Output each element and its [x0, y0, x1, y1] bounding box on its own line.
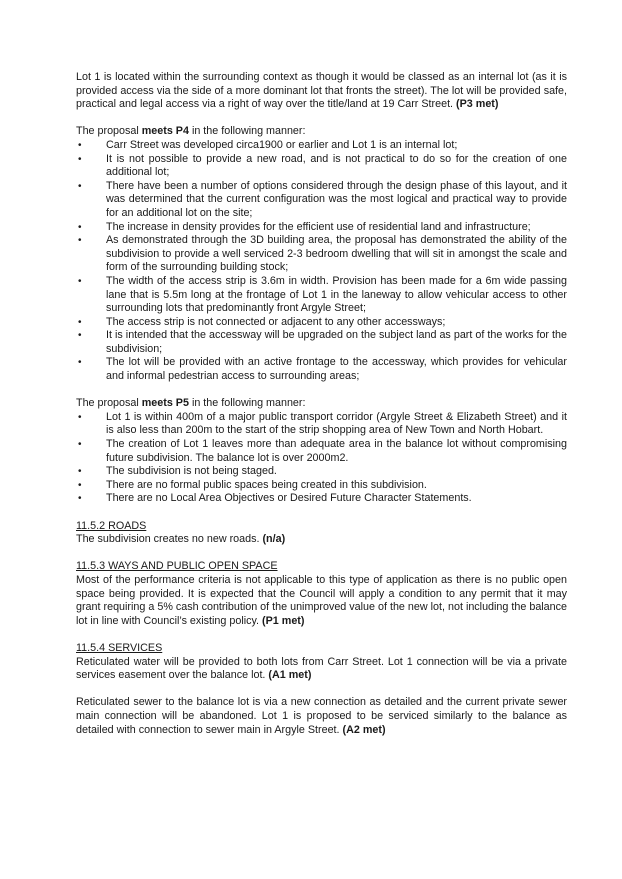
p5-intro: The proposal meets P5 in the following manner: — [76, 397, 306, 410]
bullet-icon: • — [78, 439, 82, 451]
bullet-icon: • — [78, 411, 82, 423]
list-item — [76, 180, 567, 221]
result-p3: (P3 met) — [456, 98, 499, 111]
bullet-icon: • — [78, 316, 82, 328]
list-item-text: The creation of Lot 1 leaves more than adequate area in the balance lot without compromising future subdivision. The balance lot is over 2000m2. — [106, 438, 567, 464]
p5-bullet-list — [76, 411, 567, 506]
bullet-icon: • — [78, 180, 82, 192]
sewer-paragraph: Reticulated sewer to the balance lot is via a new connection as detailed and the current private sewer main connection will be abandoned. Lot 1 is proposed to be serviced similarly to the balance as detailed with connection to sewer main in Argyle Street. (A2 met) — [76, 696, 567, 736]
list-item — [76, 438, 567, 465]
list-item-text: There are no Local Area Objectives or Desired Future Character Statements. — [106, 492, 472, 505]
list-item-text: It is intended that the accessway will be upgraded on the subject land as part of the works for the subdivision; — [106, 329, 567, 355]
bullet-icon: • — [78, 139, 82, 151]
bullet-icon: • — [78, 221, 82, 233]
list-item-text: The width of the access strip is 3.6m in width. Provision has been made for a 6m wide passing lane that is 5.5m long at the frontage of Lot 1 in the laneway to allow vehicular access to other surrounding lots that predominantly front Argyle Street; — [106, 274, 567, 315]
list-item — [76, 411, 567, 438]
list-item — [76, 221, 567, 235]
paragraph-lot1-context — [76, 71, 567, 112]
list-item-text: It is not possible to provide a new road, and is not practical to do so for the creation of one additional lot; — [106, 152, 567, 179]
bullet-icon: • — [78, 275, 82, 287]
list-item — [76, 316, 567, 330]
section-heading-ways: 11.5.3 WAYS AND PUBLIC OPEN SPACE — [76, 560, 278, 573]
result-p1: (P1 met) — [262, 614, 305, 627]
list-item-text: The increase in density provides for the efficient use of residential land and infrastructure; — [106, 220, 531, 233]
bullet-icon: • — [78, 330, 82, 342]
result-a2: (A2 met) — [342, 723, 386, 736]
list-item — [76, 356, 567, 383]
list-item-text: The subdivision is not being staged. — [106, 465, 277, 478]
list-item-text: The access strip is not connected or adjacent to any other accessways; — [106, 315, 446, 328]
bullet-icon: • — [78, 466, 82, 478]
list-item — [76, 329, 567, 356]
list-item — [76, 234, 567, 275]
water-paragraph: Reticulated water will be provided to both lots from Carr Street. Lot 1 connection will be via a private services easement over the balance lot. (A1 met) — [76, 655, 567, 682]
list-item — [76, 139, 567, 153]
list-item-text: There are no formal public spaces being created in this subdivision. — [106, 478, 427, 491]
list-item — [76, 153, 567, 180]
list-item — [76, 479, 567, 493]
list-item-text: Lot 1 is within 400m of a major public transport corridor (Argyle Street & Elizabeth Street) and it is also less than 200m to the start of the strip shopping area of New Town and North Hobart. — [106, 410, 567, 437]
roads-paragraph: The subdivision creates no new roads. (n/a) — [76, 533, 286, 546]
result-a1: (A1 met) — [268, 669, 312, 682]
list-item-text: There have been a number of options considered through the design phase of this layout, and it was determined that the current configuration was the most logical and practical way to provide for an additional lot on the site; — [106, 179, 567, 219]
paragraph-text: Lot 1 is located within the surrounding context as though it would be classed as an internal lot (as it is provided access via the side of a more dominant lot that fronts the street). The lot will be provided safe, practical and legal access via a right of way over the title/land at 19 Carr Street. — [76, 71, 567, 111]
section-heading-roads: 11.5.2 ROADS — [76, 519, 147, 532]
list-item-text: As demonstrated through the 3D building area, the proposal has demonstrated the ability of the subdivision to provide a well serviced 2-3 bedroom dwelling that will sit in amongst the scale and form of the surrounding building stock; — [106, 234, 567, 274]
result-na: (n/a) — [262, 533, 286, 546]
bullet-icon: • — [78, 479, 82, 491]
list-item — [76, 492, 567, 506]
bullet-icon: • — [78, 153, 82, 165]
bullet-icon: • — [78, 357, 82, 369]
bullet-icon: • — [78, 493, 82, 505]
list-item-text: Carr Street was developed circa1900 or earlier and Lot 1 is an internal lot; — [106, 138, 458, 151]
list-item-text: The lot will be provided with an active frontage to the accessway, which provides for vehicular and informal pedestrian access to surrounding areas; — [106, 356, 567, 383]
bullet-icon: • — [78, 235, 82, 247]
ways-paragraph: Most of the performance criteria is not applicable to this type of application as there is no public open space being provided. It is expected that the Council will apply a condition to any permit that it may grant requiring a 5% cash contribution of the unimproved value of the new lot, not including the balance lot in line with Council’s existing policy. (P1 met) — [76, 573, 567, 627]
p4-bullet-list — [76, 139, 567, 384]
section-heading-services: 11.5.4 SERVICES — [76, 641, 163, 654]
list-item — [76, 465, 567, 479]
list-item — [76, 275, 567, 316]
p4-intro: The proposal meets P4 in the following manner: — [76, 125, 306, 138]
